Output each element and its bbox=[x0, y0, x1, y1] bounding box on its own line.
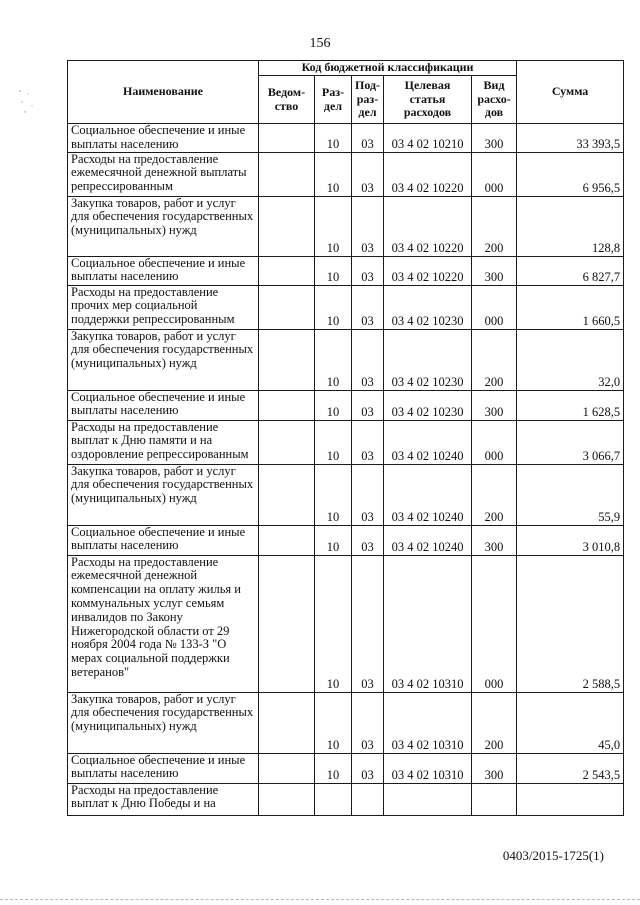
row-target: 03 4 02 10310 bbox=[384, 555, 472, 692]
row-amount: 33 393,5 bbox=[517, 124, 624, 153]
row-section: 10 bbox=[315, 390, 352, 420]
row-target: 03 4 02 10230 bbox=[384, 390, 472, 420]
row-name: Социальное обеспечение и иные выплаты населению bbox=[68, 753, 259, 783]
row-section: 10 bbox=[315, 196, 352, 256]
row-section bbox=[315, 783, 352, 815]
row-target: 03 4 02 10230 bbox=[384, 329, 472, 390]
row-department bbox=[259, 152, 315, 196]
row-expense-type: 300 bbox=[472, 390, 517, 420]
row-department bbox=[259, 124, 315, 153]
row-amount: 2 588,5 bbox=[517, 555, 624, 692]
row-target: 03 4 02 10310 bbox=[384, 753, 472, 783]
row-expense-type: 300 bbox=[472, 753, 517, 783]
row-subsection: 03 bbox=[352, 525, 384, 555]
table-row bbox=[68, 390, 624, 420]
table-row bbox=[68, 692, 624, 753]
row-subsection bbox=[352, 783, 384, 815]
header-section: Раз- дел bbox=[315, 76, 352, 124]
table-row bbox=[68, 555, 624, 692]
row-amount: 55,9 bbox=[517, 464, 624, 525]
row-amount: 6 827,7 bbox=[517, 256, 624, 285]
row-section: 10 bbox=[315, 329, 352, 390]
row-target: 03 4 02 10240 bbox=[384, 464, 472, 525]
scan-bottom-edge bbox=[0, 899, 640, 905]
row-subsection: 03 bbox=[352, 420, 384, 464]
row-target: 03 4 02 10220 bbox=[384, 196, 472, 256]
row-department bbox=[259, 753, 315, 783]
header-budget-classification: Код бюджетной классификации bbox=[259, 61, 517, 76]
row-section: 10 bbox=[315, 555, 352, 692]
table-row bbox=[68, 420, 624, 464]
row-expense-type: 200 bbox=[472, 329, 517, 390]
table-header bbox=[68, 61, 624, 124]
row-name: Расходы на предоставление выплат к Дню Победы и на bbox=[68, 783, 259, 815]
row-section: 10 bbox=[315, 753, 352, 783]
row-department bbox=[259, 390, 315, 420]
row-subsection: 03 bbox=[352, 196, 384, 256]
row-subsection: 03 bbox=[352, 256, 384, 285]
row-expense-type: 300 bbox=[472, 124, 517, 153]
table-body bbox=[68, 124, 624, 816]
row-amount: 3 066,7 bbox=[517, 420, 624, 464]
row-subsection: 03 bbox=[352, 285, 384, 329]
row-department bbox=[259, 196, 315, 256]
row-name: Расходы на предоставление выплат к Дню памяти и на оздоровление репрессированным bbox=[68, 420, 259, 464]
row-name: Социальное обеспечение и иные выплаты населению bbox=[68, 124, 259, 153]
row-subsection: 03 bbox=[352, 124, 384, 153]
table-row bbox=[68, 525, 624, 555]
table-row bbox=[68, 124, 624, 153]
row-subsection: 03 bbox=[352, 555, 384, 692]
row-amount bbox=[517, 783, 624, 815]
header-target: Целевая статья расходов bbox=[384, 76, 472, 124]
row-name: Расходы на предоставление прочих мер социальной поддержки репрессированным bbox=[68, 285, 259, 329]
header-name: Наименование bbox=[68, 61, 259, 124]
header-subsection: Под- раз- дел bbox=[352, 76, 384, 124]
row-subsection: 03 bbox=[352, 329, 384, 390]
row-section: 10 bbox=[315, 525, 352, 555]
row-amount: 2 543,5 bbox=[517, 753, 624, 783]
row-department bbox=[259, 555, 315, 692]
row-expense-type: 000 bbox=[472, 152, 517, 196]
row-subsection: 03 bbox=[352, 753, 384, 783]
row-name: Социальное обеспечение и иные выплаты населению bbox=[68, 390, 259, 420]
row-department bbox=[259, 464, 315, 525]
row-department bbox=[259, 783, 315, 815]
row-expense-type: 000 bbox=[472, 285, 517, 329]
row-name: Закупка товаров, работ и услуг для обеспечения государственных (муниципальных) нужд bbox=[68, 196, 259, 256]
row-section: 10 bbox=[315, 124, 352, 153]
header-department: Ведом- ство bbox=[259, 76, 315, 124]
row-amount: 32,0 bbox=[517, 329, 624, 390]
table-row bbox=[68, 464, 624, 525]
row-expense-type bbox=[472, 783, 517, 815]
table-row bbox=[68, 783, 624, 815]
row-department bbox=[259, 285, 315, 329]
row-section: 10 bbox=[315, 285, 352, 329]
budget-table bbox=[67, 60, 624, 816]
row-expense-type: 200 bbox=[472, 692, 517, 753]
row-name: Социальное обеспечение и иные выплаты населению bbox=[68, 525, 259, 555]
row-amount: 3 010,8 bbox=[517, 525, 624, 555]
row-expense-type: 000 bbox=[472, 420, 517, 464]
row-subsection: 03 bbox=[352, 152, 384, 196]
row-name: Расходы на предоставление ежемесячной денежной выплаты репрессированным bbox=[68, 152, 259, 196]
table-row bbox=[68, 285, 624, 329]
row-department bbox=[259, 329, 315, 390]
row-amount: 1 660,5 bbox=[517, 285, 624, 329]
row-expense-type: 200 bbox=[472, 464, 517, 525]
row-subsection: 03 bbox=[352, 464, 384, 525]
row-amount: 128,8 bbox=[517, 196, 624, 256]
row-amount: 6 956,5 bbox=[517, 152, 624, 196]
row-target: 03 4 02 10220 bbox=[384, 256, 472, 285]
row-expense-type: 300 bbox=[472, 525, 517, 555]
table-row bbox=[68, 152, 624, 196]
row-name: Расходы на предоставление ежемесячной денежной компенсации на оплату жилья и коммунальных услуг семьям инвалидов по Закону Нижегородской области от 29 ноября 2004 года № 133-З "О мерах социальной поддержки ветеранов" bbox=[68, 555, 259, 692]
row-name: Закупка товаров, работ и услуг для обеспечения государственных (муниципальных) нужд bbox=[68, 692, 259, 753]
row-expense-type: 300 bbox=[472, 256, 517, 285]
header-expense-type: Вид расхо- дов bbox=[472, 76, 517, 124]
page-number: 156 bbox=[309, 36, 331, 51]
document-code: 0403/2015-1725(1) bbox=[502, 848, 604, 863]
row-section: 10 bbox=[315, 152, 352, 196]
row-subsection: 03 bbox=[352, 390, 384, 420]
row-section: 10 bbox=[315, 420, 352, 464]
table-row bbox=[68, 196, 624, 256]
table-row bbox=[68, 753, 624, 783]
row-name: Закупка товаров, работ и услуг для обеспечения государственных (муниципальных) нужд bbox=[68, 329, 259, 390]
row-name: Социальное обеспечение и иные выплаты населению bbox=[68, 256, 259, 285]
row-amount: 1 628,5 bbox=[517, 390, 624, 420]
margin-scan-marks bbox=[16, 88, 46, 118]
row-subsection: 03 bbox=[352, 692, 384, 753]
row-section: 10 bbox=[315, 464, 352, 525]
table-row bbox=[68, 329, 624, 390]
header-amount: Сумма bbox=[517, 61, 624, 124]
row-target: 03 4 02 10230 bbox=[384, 285, 472, 329]
row-target: 03 4 02 10240 bbox=[384, 525, 472, 555]
row-name: Закупка товаров, работ и услуг для обеспечения государственных (муниципальных) нужд bbox=[68, 464, 259, 525]
row-department bbox=[259, 256, 315, 285]
row-expense-type: 200 bbox=[472, 196, 517, 256]
row-amount: 45,0 bbox=[517, 692, 624, 753]
row-department bbox=[259, 525, 315, 555]
row-target: 03 4 02 10210 bbox=[384, 124, 472, 153]
row-section: 10 bbox=[315, 256, 352, 285]
row-target: 03 4 02 10220 bbox=[384, 152, 472, 196]
row-target: 03 4 02 10310 bbox=[384, 692, 472, 753]
row-target: 03 4 02 10240 bbox=[384, 420, 472, 464]
table-row bbox=[68, 256, 624, 285]
row-section: 10 bbox=[315, 692, 352, 753]
row-department bbox=[259, 692, 315, 753]
row-department bbox=[259, 420, 315, 464]
row-expense-type: 000 bbox=[472, 555, 517, 692]
row-target bbox=[384, 783, 472, 815]
